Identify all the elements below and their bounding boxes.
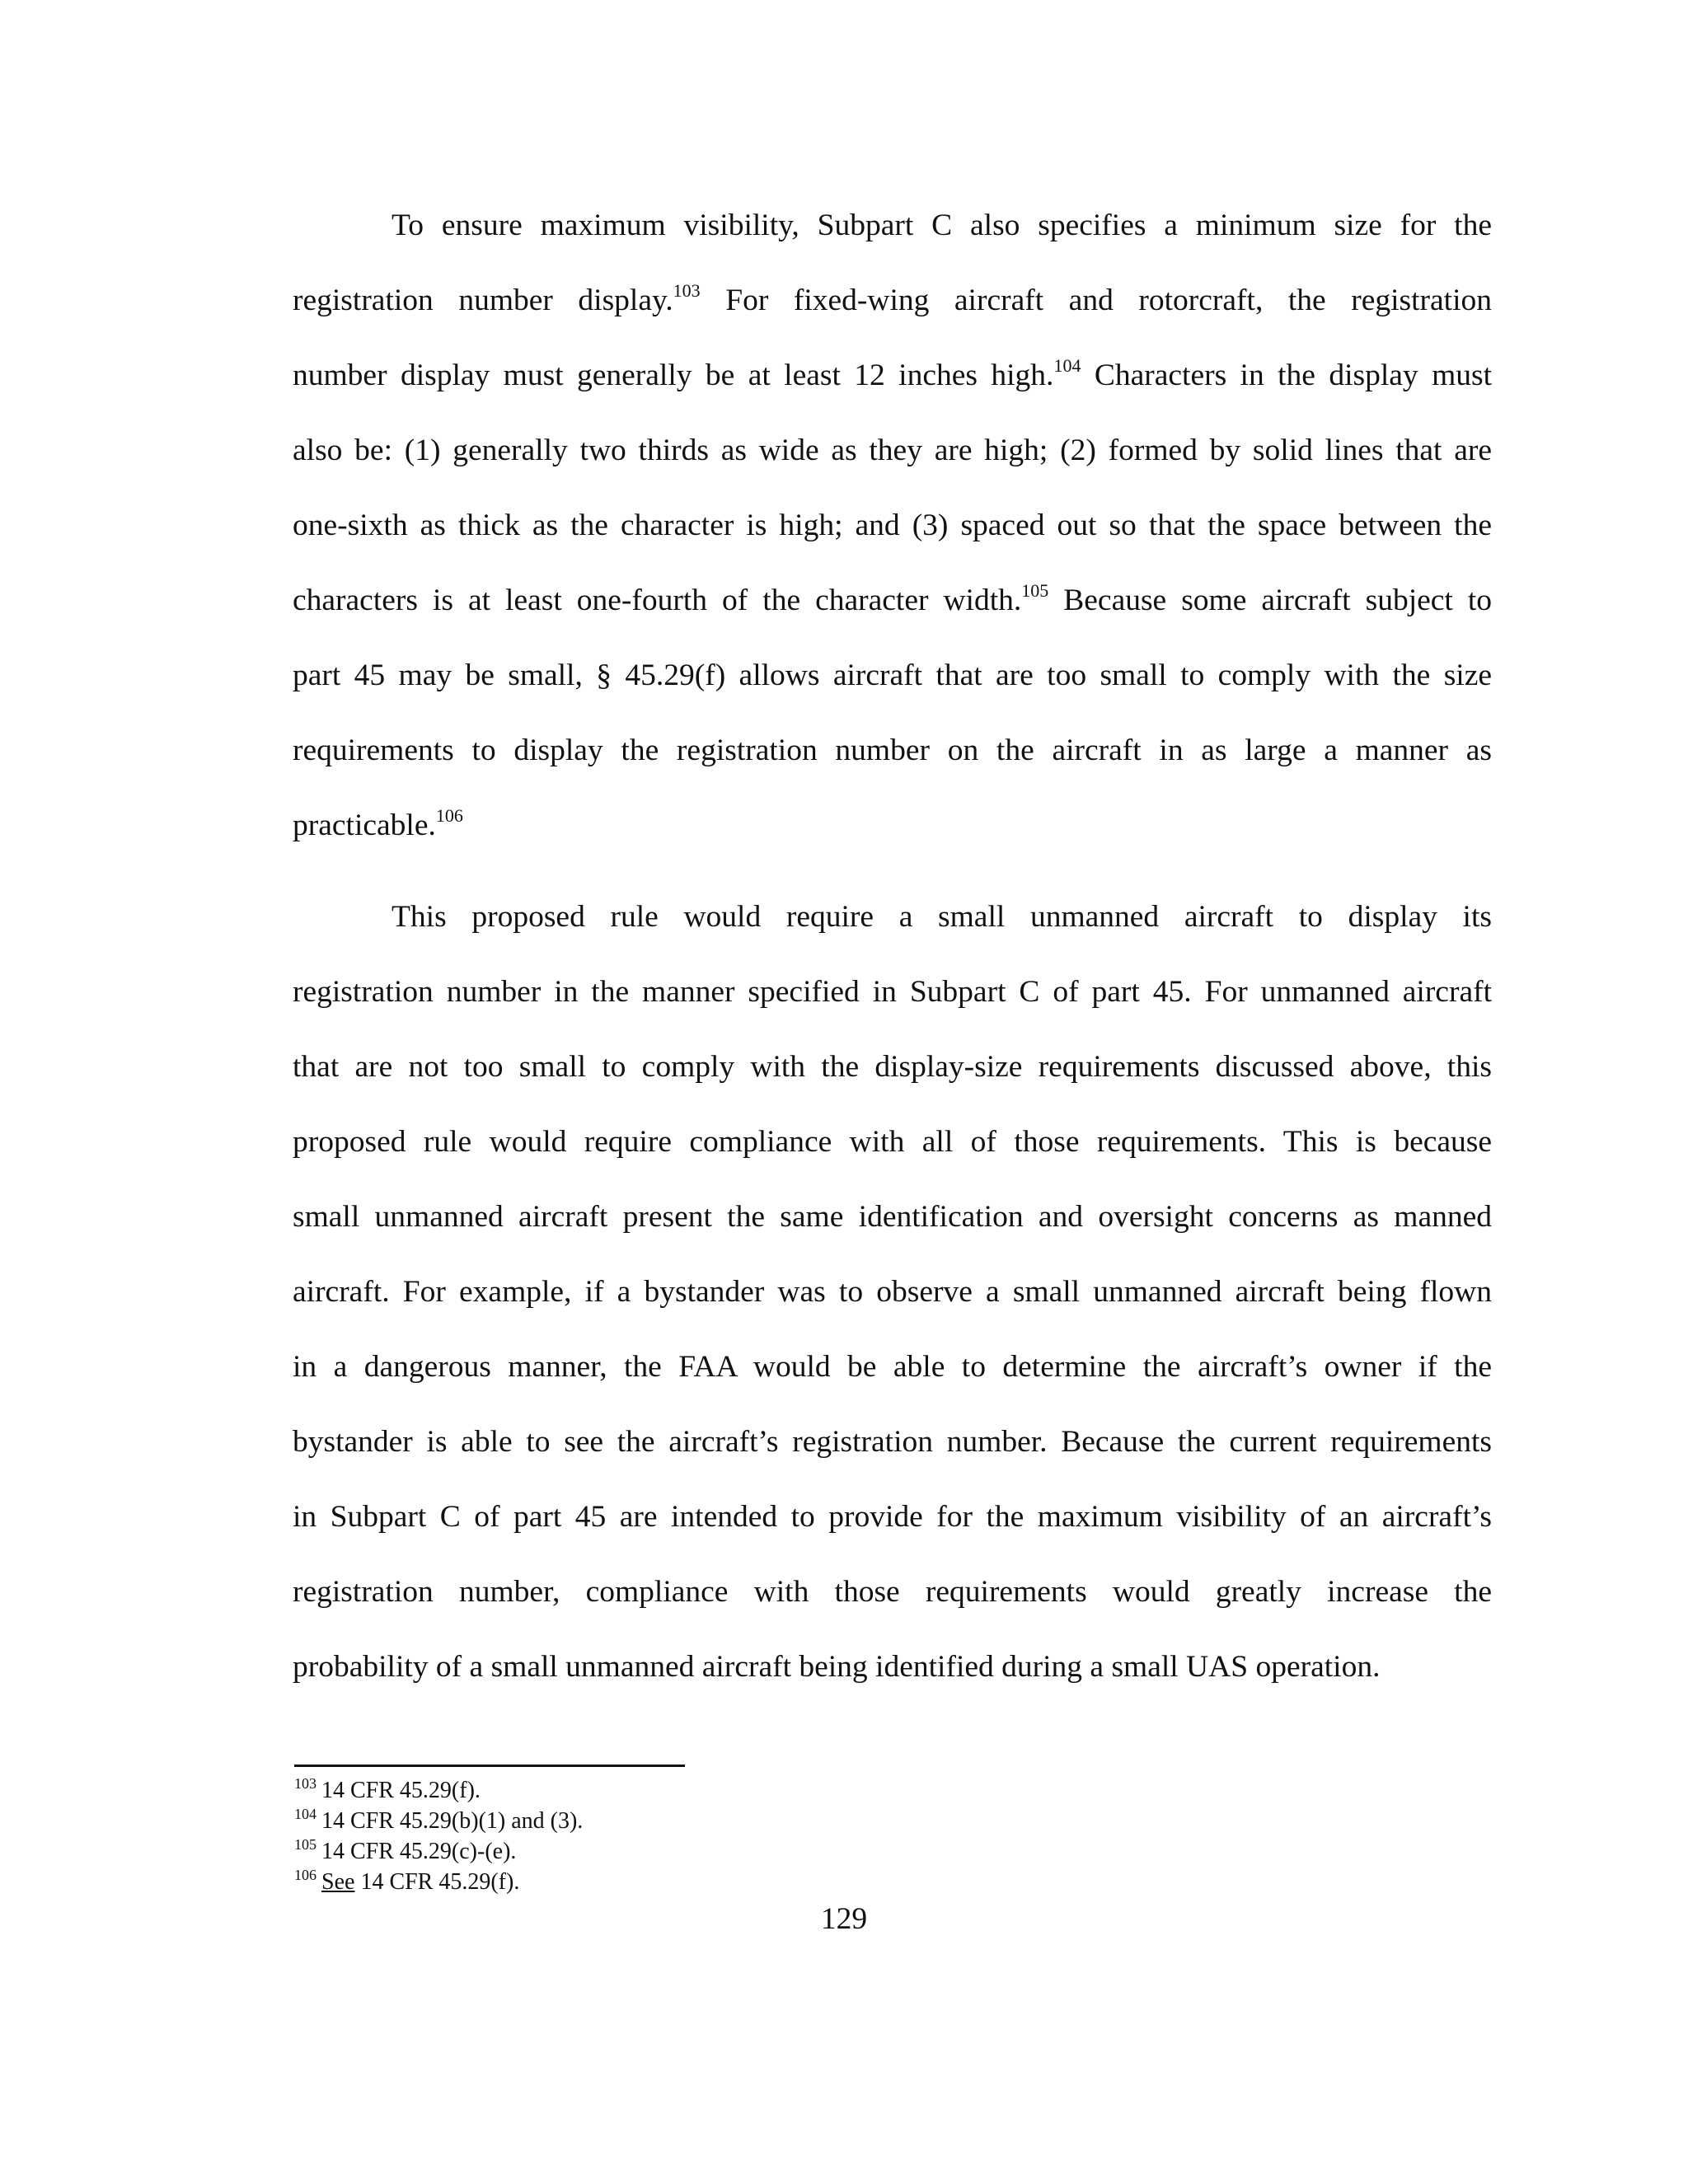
text-segment: number display must generally be at least 12 inches high. xyxy=(293,359,1054,392)
footnote-reference[interactable]: 105 xyxy=(1021,580,1049,601)
text-segment: characters is at least one-fourth of the character width. xyxy=(293,583,1022,617)
footnote-text: 14 CFR 45.29(f). xyxy=(321,1778,481,1803)
page-number: 129 xyxy=(820,1902,868,1936)
text-line xyxy=(293,879,1492,954)
footnote-text: 14 CFR 45.29(f). xyxy=(354,1869,520,1895)
text-segment: in a dangerous manner, the FAA would be able to determine the aircraft’s owner if the xyxy=(293,1350,1492,1384)
text-line xyxy=(293,1179,1492,1254)
footnote-text: 14 CFR 45.29(c)-(e). xyxy=(321,1839,517,1864)
body-text xyxy=(293,188,1492,1704)
footnote-reference[interactable]: 106 xyxy=(435,805,463,826)
footnote-reference[interactable]: 103 xyxy=(673,280,701,301)
footnote-104 xyxy=(294,1806,1366,1836)
text-line xyxy=(293,788,1492,863)
text-line xyxy=(293,1554,1492,1629)
text-line xyxy=(293,1629,1492,1704)
footnote-105 xyxy=(294,1836,1366,1867)
paragraph xyxy=(293,188,1492,863)
footnote-number: 103 xyxy=(294,1775,316,1792)
text-line xyxy=(293,1104,1492,1179)
text-line xyxy=(293,338,1492,413)
text-line xyxy=(293,1029,1492,1104)
footnote-103 xyxy=(294,1775,1366,1806)
text-segment: Characters in the display must xyxy=(1081,359,1492,392)
text-segment: probability of a small unmanned aircraft being identified during a small UAS operation. xyxy=(293,1650,1381,1684)
text-segment: aircraft. For example, if a bystander was to observe a small unmanned aircraft being flown xyxy=(293,1275,1492,1309)
text-segment: Because some aircraft subject to xyxy=(1048,583,1492,617)
text-segment: registration number, compliance with those requirements would greatly increase the xyxy=(293,1575,1492,1609)
text-segment: registration number display. xyxy=(293,284,673,317)
text-line xyxy=(293,188,1492,263)
text-segment: proposed rule would require compliance with all of those requirements. This is because xyxy=(293,1125,1492,1159)
footnote-number: 105 xyxy=(294,1836,316,1853)
text-line xyxy=(293,1479,1492,1554)
text-segment: bystander is able to see the aircraft’s registration number. Because the current requirements xyxy=(293,1425,1492,1459)
text-line xyxy=(293,1254,1492,1329)
text-segment: one-sixth as thick as the character is high; and (3) spaced out so that the space between the xyxy=(293,509,1492,542)
text-segment: To ensure maximum visibility, Subpart C also specifies a minimum size for the xyxy=(392,209,1492,242)
footnote-separator xyxy=(294,1765,685,1767)
footnotes xyxy=(294,1775,1366,1897)
text-segment: small unmanned aircraft present the same identification and oversight concerns as manned xyxy=(293,1200,1492,1234)
text-segment: requirements to display the registration number on the aircraft in as large a manner as xyxy=(293,733,1492,767)
text-line xyxy=(293,263,1492,338)
footnote-number: 106 xyxy=(294,1867,316,1883)
text-segment: that are not too small to comply with the display-size requirements discussed above, this xyxy=(293,1050,1492,1084)
footnote-signal: See xyxy=(321,1869,355,1895)
text-line xyxy=(293,563,1492,638)
text-line xyxy=(293,413,1492,488)
text-segment: in Subpart C of part 45 are intended to provide for the maximum visibility of an aircraft’s xyxy=(293,1500,1492,1534)
text-line xyxy=(293,1404,1492,1479)
text-segment: part 45 may be small, § 45.29(f) allows aircraft that are too small to comply with the size xyxy=(293,658,1492,692)
text-segment: For fixed-wing aircraft and rotorcraft, the registration xyxy=(700,284,1492,317)
text-line xyxy=(293,954,1492,1029)
paragraph xyxy=(293,879,1492,1704)
text-segment: also be: (1) generally two thirds as wide as they are high; (2) formed by solid lines that are xyxy=(293,434,1492,467)
text-line xyxy=(293,488,1492,563)
text-line xyxy=(293,638,1492,713)
text-line xyxy=(293,1329,1492,1404)
text-segment: This proposed rule would require a small unmanned aircraft to display its xyxy=(392,900,1492,934)
footnote-106 xyxy=(294,1867,1366,1897)
text-line xyxy=(293,713,1492,788)
text-segment: practicable. xyxy=(293,808,436,842)
text-segment: registration number in the manner specified in Subpart C of part 45. For unmanned aircraft xyxy=(293,975,1492,1009)
footnote-number: 104 xyxy=(294,1806,316,1822)
footnote-reference[interactable]: 104 xyxy=(1053,355,1081,376)
footnote-text: 14 CFR 45.29(b)(1) and (3). xyxy=(321,1808,584,1834)
